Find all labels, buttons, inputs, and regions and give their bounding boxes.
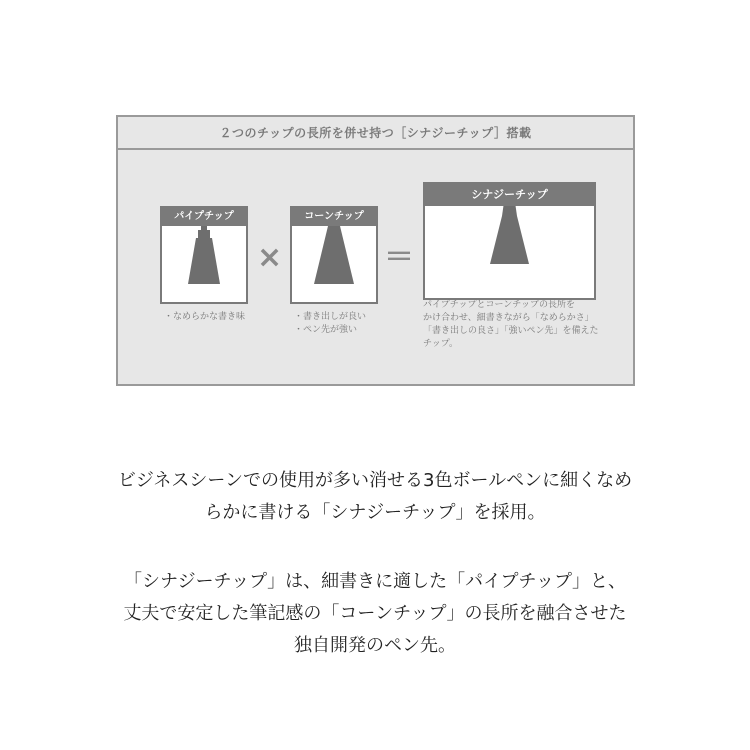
synergy-chip-label: シナジーチップ	[425, 184, 594, 206]
description-line: 丈夫で安定した筆記感の「コーンチップ」の長所を融合させた	[123, 603, 627, 624]
description-line: らかに書ける「シナジーチップ」を採用。	[204, 502, 546, 523]
synergy-note-line-2: かけ合わせ、細書きながら「なめらかさ」	[423, 313, 594, 323]
description-paragraph-1	[0, 465, 750, 529]
pipe-chip-note	[164, 311, 245, 324]
pipe-chip-label: パイプチップ	[162, 208, 246, 226]
times-symbol: ×	[257, 240, 283, 275]
description-line: 独自開発のペン先。	[294, 635, 456, 656]
synergy-note-line-4: チップ。	[423, 339, 459, 349]
pipe-note-line: ・なめらかな書き味	[164, 312, 246, 322]
panel-title: ２つのチップの長所を併せ持つ［シナジーチップ］搭載	[118, 117, 633, 150]
equals-symbol: ＝	[384, 240, 414, 275]
cone-chip-label: コーンチップ	[292, 208, 376, 226]
description-line: 「シナジーチップ」は、細書きに適した「パイプチップ」と、	[123, 571, 627, 592]
cone-note-line-1: ・書き出しが良い	[294, 312, 367, 322]
synergy-chip-notes	[423, 299, 599, 351]
cone-note-line-2: ・ペン先が強い	[294, 325, 358, 335]
synergy-note-line-1: パイプチップとコーンチップの長所を	[423, 300, 576, 310]
feature-panel	[116, 115, 635, 386]
cone-chip-notes	[294, 311, 366, 337]
description-paragraph-2	[0, 566, 750, 662]
description-line: ビジネスシーンでの使用が多い消せる3色ボールペンに細くなめ	[117, 470, 633, 491]
pipe-chip-card	[160, 206, 248, 304]
synergy-note-line-3: 「書き出しの良さ」「強いペン先」を備えた	[423, 326, 599, 336]
synergy-chip-card	[423, 182, 596, 300]
cone-chip-card	[290, 206, 378, 304]
